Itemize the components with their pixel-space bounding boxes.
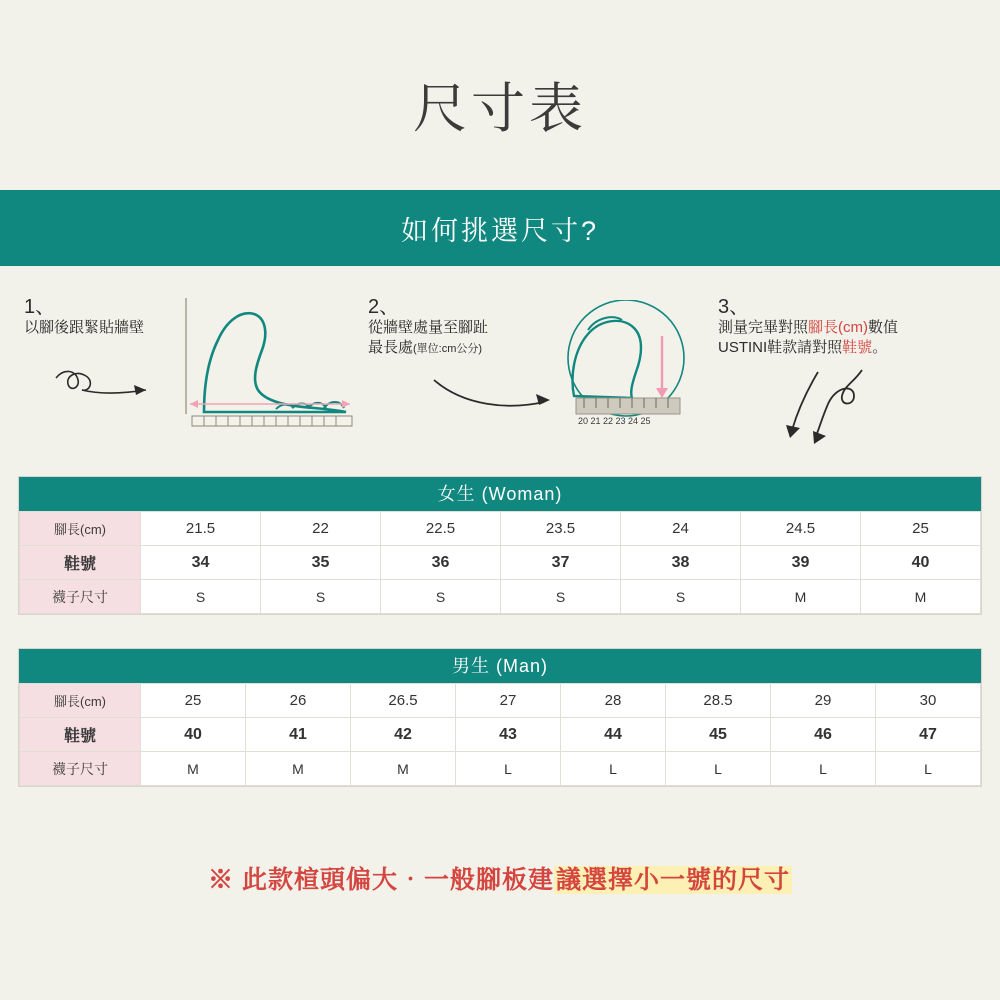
foot-measure-ruler-icon — [548, 300, 708, 430]
table-row — [20, 684, 981, 718]
table-row — [20, 546, 981, 580]
arrow-right-icon — [430, 370, 570, 420]
cell: 36 — [381, 546, 501, 580]
women-table-grid — [19, 511, 981, 614]
cell: 43 — [456, 718, 561, 752]
page-title: 尺寸表 — [413, 79, 587, 139]
step-3-desc-f: 。 — [872, 339, 888, 357]
row-label-shoe-size: 鞋號 — [20, 546, 141, 580]
cell: 26 — [246, 684, 351, 718]
step-2-description-line1: 從牆壁處量至腳趾 — [368, 319, 489, 336]
step-3-desc-highlight-foot-length: 腳長(cm) — [808, 319, 869, 336]
men-table-grid — [19, 683, 981, 786]
cell: S — [141, 580, 261, 614]
step-2-desc-unit: (單位:cm公分) — [413, 343, 483, 356]
step-3-desc-d: USTINI鞋款請對照 — [718, 339, 843, 357]
cell: S — [621, 580, 741, 614]
women-size-table — [18, 476, 982, 615]
cell: L — [561, 752, 666, 786]
cell: 23.5 — [501, 512, 621, 546]
footnote-highlight: 議選擇小一號的尺寸 — [555, 866, 790, 894]
step-3-desc-highlight-shoe-size: 鞋號 — [842, 339, 873, 357]
row-label-shoe-size: 鞋號 — [20, 718, 141, 752]
cell: 24.5 — [741, 512, 861, 546]
cell: 22 — [261, 512, 381, 546]
foot-heel-against-wall-icon — [174, 294, 364, 444]
cell: 39 — [741, 546, 861, 580]
cell: L — [456, 752, 561, 786]
step-3-number: 3、 — [718, 296, 750, 318]
step-3-description-line1 — [718, 318, 998, 338]
cell: 21.5 — [141, 512, 261, 546]
cell: 46 — [771, 718, 876, 752]
cell: 30 — [876, 684, 981, 718]
cell: 28.5 — [666, 684, 771, 718]
cell: M — [246, 752, 351, 786]
cell: 26.5 — [351, 684, 456, 718]
step-3-description-line2 — [718, 338, 998, 358]
how-to-choose-banner — [0, 190, 1000, 266]
step-1-number: 1、 — [24, 296, 56, 318]
arrows-down-icon — [758, 366, 898, 456]
row-label-sock-size: 襪子尺寸 — [20, 580, 141, 614]
cell: 47 — [876, 718, 981, 752]
cell: 38 — [621, 546, 741, 580]
cell: 29 — [771, 684, 876, 718]
cell: S — [501, 580, 621, 614]
cell: M — [141, 752, 246, 786]
cell: S — [261, 580, 381, 614]
cell: L — [876, 752, 981, 786]
cell: 34 — [141, 546, 261, 580]
table-row — [20, 752, 981, 786]
cell: S — [381, 580, 501, 614]
cell: 22.5 — [381, 512, 501, 546]
cell: 44 — [561, 718, 666, 752]
cell: 27 — [456, 684, 561, 718]
men-table-header: 男生 (Man) — [19, 649, 981, 683]
cell: 37 — [501, 546, 621, 580]
step-2 — [368, 296, 718, 426]
cell: 28 — [561, 684, 666, 718]
table-row — [20, 580, 981, 614]
cell: 24 — [621, 512, 741, 546]
step-2-number: 2、 — [368, 296, 400, 318]
banner-text: 如何挑選尺寸? — [400, 215, 600, 246]
cell: 42 — [351, 718, 456, 752]
table-row — [20, 512, 981, 546]
step-3-desc-c: 數值 — [868, 319, 899, 336]
footnote-mark: ※ — [208, 866, 235, 894]
cell: 40 — [861, 546, 981, 580]
steps-section — [0, 296, 1000, 466]
step-1 — [24, 296, 364, 338]
table-row — [20, 718, 981, 752]
cell: M — [861, 580, 981, 614]
footnote — [0, 860, 1000, 896]
cell: M — [351, 752, 456, 786]
row-label-foot-length: 腳長(cm) — [20, 512, 141, 546]
men-size-table — [18, 648, 982, 787]
cell: 35 — [261, 546, 381, 580]
step-3-desc-a: 測量完畢對照 — [718, 319, 809, 336]
cell: M — [741, 580, 861, 614]
footnote-text: 此款楦頭偏大‧一般腳板建 — [234, 866, 554, 894]
row-label-foot-length: 腳長(cm) — [20, 684, 141, 718]
step-1-description: 以腳後跟緊貼牆壁 — [24, 319, 145, 336]
cell: 25 — [141, 684, 246, 718]
cell: L — [771, 752, 876, 786]
cell: 25 — [861, 512, 981, 546]
women-table-header: 女生 (Woman) — [19, 477, 981, 511]
cell: 45 — [666, 718, 771, 752]
cell: L — [666, 752, 771, 786]
cell: 40 — [141, 718, 246, 752]
step-2-desc-text: 最長處 — [368, 339, 414, 357]
row-label-sock-size: 襪子尺寸 — [20, 752, 141, 786]
svg-text:20 21 22 23 24 25: 20 21 22 23 24 25 — [578, 416, 651, 426]
cell: 41 — [246, 718, 351, 752]
step-3 — [718, 296, 998, 359]
hand-arrow-icon — [50, 360, 180, 410]
